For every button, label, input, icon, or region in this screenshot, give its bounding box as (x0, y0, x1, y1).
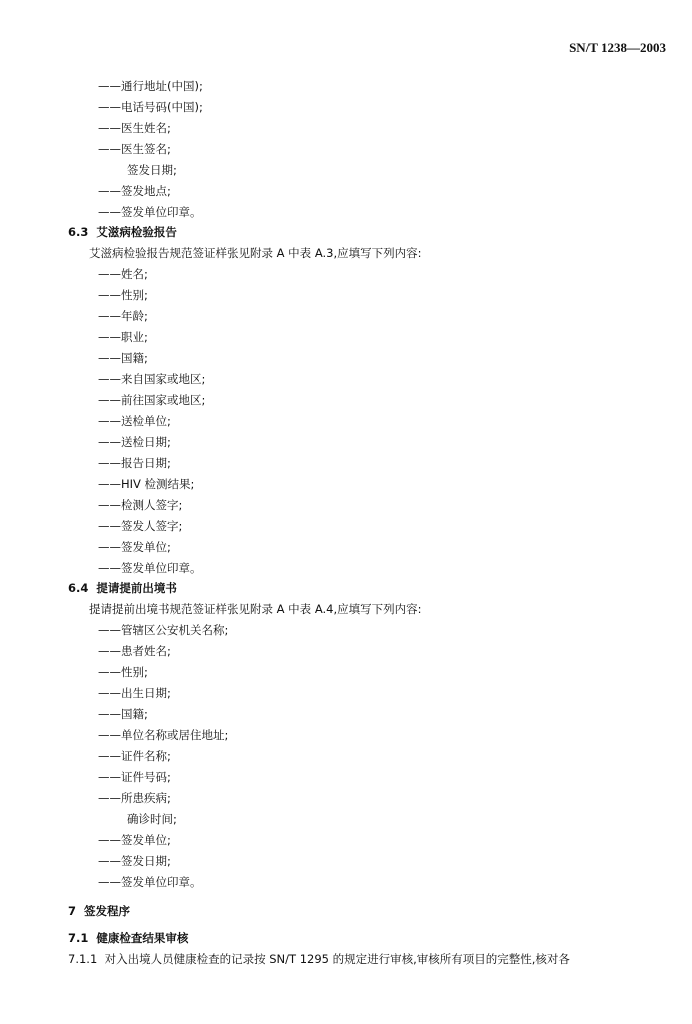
clause-number: 7.1.1 (68, 952, 98, 966)
list-item: ——医生签名; (98, 142, 171, 156)
list-item: ——国籍; (98, 351, 148, 365)
chapter-number: 7 (68, 904, 77, 918)
list-item: 确诊时间; (127, 812, 177, 826)
section-number: 6.4 (68, 581, 89, 595)
list-item: ——送检单位; (98, 414, 171, 428)
list-item: ——来自国家或地区; (98, 372, 206, 386)
list-item: ——报告日期; (98, 456, 171, 470)
document-number: SN/T 1238—2003 (569, 40, 666, 55)
list-item: ——单位名称或居住地址; (98, 728, 229, 742)
list-item: ——管辖区公安机关名称; (98, 623, 229, 637)
section-number: 7.1 (68, 931, 89, 945)
list-item: ——签发单位印章。 (98, 875, 202, 889)
chapter-heading-7 (68, 903, 130, 919)
list-item: ——签发单位印章。 (98, 205, 202, 219)
list-item: 签发日期; (127, 163, 177, 177)
section-heading-6-3 (68, 224, 177, 240)
list-item: ——前往国家或地区; (98, 393, 206, 407)
list-item: ——检测人签字; (98, 498, 183, 512)
section-intro: 艾滋病检验报告规范签证样张见附录 A 中表 A.3,应填写下列内容: (89, 246, 422, 260)
section-number: 6.3 (68, 225, 89, 239)
list-item: ——签发单位; (98, 833, 171, 847)
list-item: ——职业; (98, 330, 148, 344)
list-item: ——签发单位印章。 (98, 561, 202, 575)
list-item: ——签发人签字; (98, 519, 183, 533)
list-item: ——电话号码(中国); (98, 100, 203, 114)
list-item: ——签发单位; (98, 540, 171, 554)
list-item: ——性别; (98, 665, 148, 679)
list-item: ——姓名; (98, 267, 148, 281)
section-title: 艾滋病检验报告 (96, 225, 177, 239)
section-title: 提请提前出境书 (96, 581, 177, 595)
list-item: ——签发日期; (98, 854, 171, 868)
list-item: ——性别; (98, 288, 148, 302)
chapter-title: 签发程序 (84, 904, 131, 918)
list-item: ——所患疾病; (98, 791, 171, 805)
list-item: ——出生日期; (98, 686, 171, 700)
list-item: ——签发地点; (98, 184, 171, 198)
list-item: ——医生姓名; (98, 121, 171, 135)
section-heading-6-4 (68, 580, 177, 596)
list-item: ——通行地址(中国); (98, 79, 203, 93)
list-item: ——送检日期; (98, 435, 171, 449)
list-item: ——国籍; (98, 707, 148, 721)
clause-7-1-1 (68, 951, 570, 967)
section-title: 健康检查结果审核 (96, 931, 189, 945)
list-item: ——证件号码; (98, 770, 171, 784)
section-heading-7-1 (68, 930, 188, 946)
list-item: ——证件名称; (98, 749, 171, 763)
section-intro: 提请提前出境书规范签证样张见附录 A 中表 A.4,应填写下列内容: (89, 602, 422, 616)
list-item: ——年龄; (98, 309, 148, 323)
list-item: ——HIV 检测结果; (98, 477, 195, 491)
clause-text: 对入出境人员健康检查的记录按 SN/T 1295 的规定进行审核,审核所有项目的完整性,核对各 (104, 952, 570, 966)
list-item: ——患者姓名; (98, 644, 171, 658)
